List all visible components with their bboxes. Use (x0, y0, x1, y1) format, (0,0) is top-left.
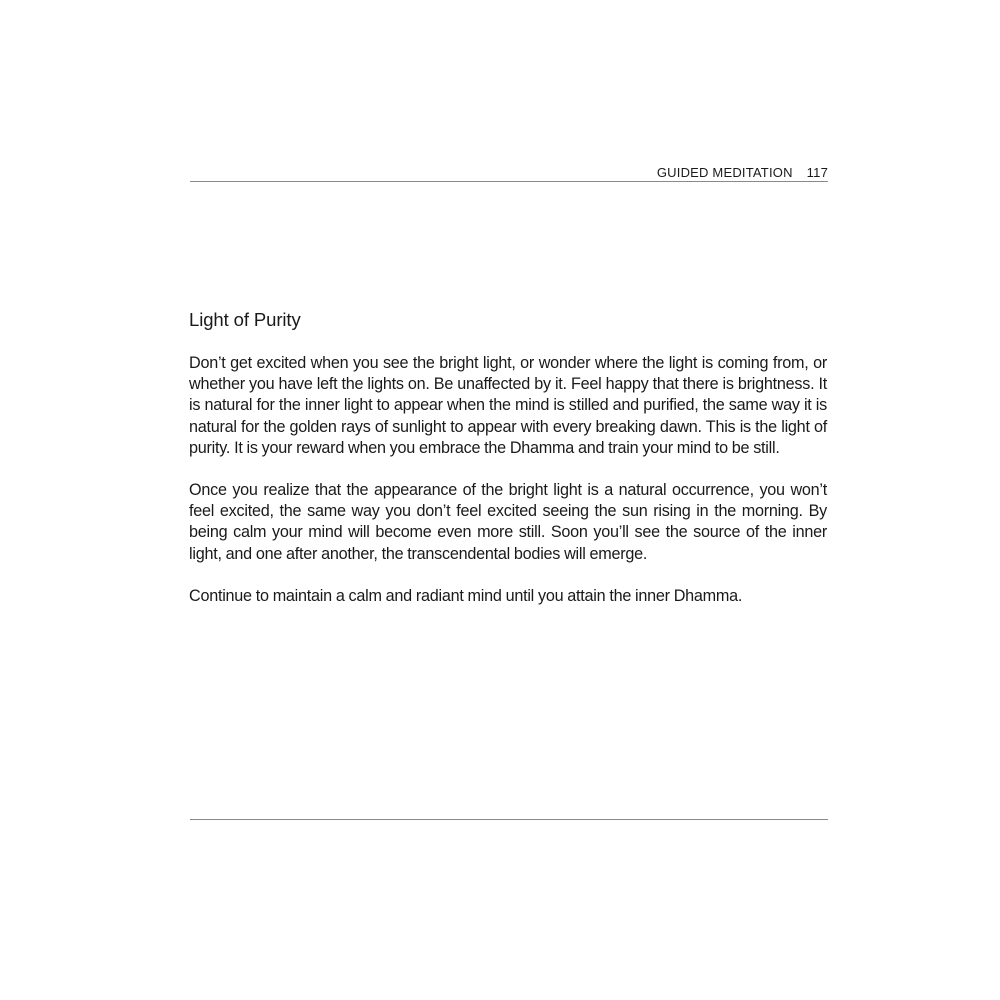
header-rule (190, 181, 828, 182)
body-paragraph-3: Continue to maintain a calm and radiant mind until you attain the inner Dhamma. (189, 586, 743, 605)
page-body (189, 306, 827, 628)
running-head-section-label: GUIDED MEDITATION (656, 165, 793, 180)
body-paragraph-1: Don’t get excited when you see the bright light, or wonder where the light is coming from, or whether you have left the lights on. Be unaffected by it. Feel happy that there is brightness. It is natural for the inner light to appear when the mind is stilled and purified, the same way it is natural for the golden rays of sunlight to appear with every breaking dawn. This is the light of purity. It is your reward when you embrace the Dhamma and train your mind to be still. (189, 354, 827, 457)
body-paragraph-2: Once you realize that the appearance of the bright light is a natural occurrence, you won’t feel excited, the same way you don’t feel excited seeing the sun rising in the morning. By being calm your mind will become even more still. Soon you’ll see the source of the inner light, and one after another, the transcendental bodies will emerge. (189, 481, 827, 563)
running-head (190, 164, 828, 182)
footer-rule (190, 819, 828, 820)
section-title: Light of Purity (189, 309, 301, 330)
page-number: 117 (806, 165, 828, 180)
